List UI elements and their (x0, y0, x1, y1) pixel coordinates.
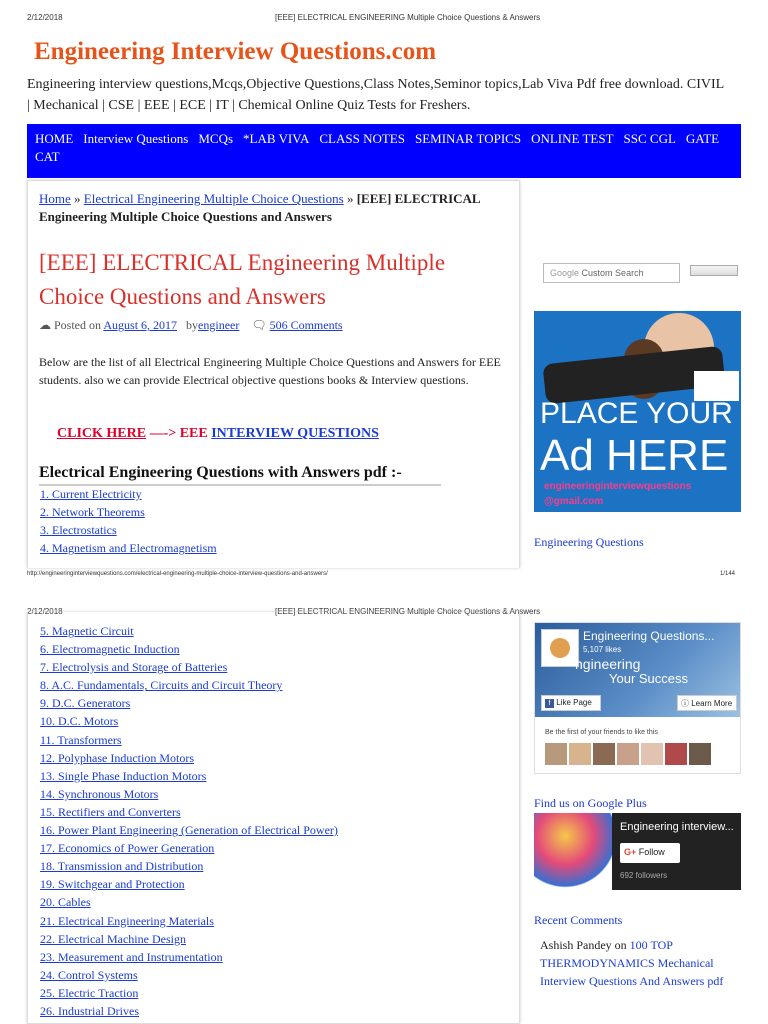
fb-banner-text2: Your Success (609, 671, 689, 686)
nav-lab-viva[interactable]: *LAB VIVA (243, 131, 310, 146)
search-button[interactable] (690, 265, 738, 276)
print-page-title: [EEE] ELECTRICAL ENGINEERING Multiple Choice Questions & Answers (275, 13, 541, 22)
fb-learn-label: Learn More (691, 699, 733, 708)
toc-item[interactable]: 8. A.C. Fundamentals, Circuits and Circuit Theory (40, 678, 283, 693)
nav-seminar-topics[interactable]: SEMINAR TOPICS (414, 131, 522, 146)
toc-item[interactable]: 7. Electrolysis and Storage of Batteries (40, 660, 228, 675)
facebook-widget (534, 622, 741, 774)
fb-page-name[interactable]: Engineering Questions... (583, 629, 715, 643)
friend-avatar[interactable] (593, 743, 615, 765)
comment-icon: 🗨 (251, 318, 267, 332)
print-date: 2/12/2018 (27, 13, 63, 22)
ad-banner[interactable] (534, 311, 741, 512)
toc-item[interactable]: 22. Electrical Machine Design (40, 931, 186, 946)
gp-follow-button[interactable] (620, 843, 680, 863)
nav-mcqs[interactable]: MCQs (198, 131, 234, 146)
friend-avatar[interactable] (689, 743, 711, 765)
ad-email1: engineeringinterviewquestions (544, 481, 692, 492)
cloud-icon: ☁ (39, 318, 51, 332)
toc-item[interactable]: 11. Transformers (40, 732, 122, 747)
breadcrumb-home[interactable]: Home (39, 191, 71, 206)
nav-cat[interactable]: CAT (35, 149, 60, 164)
search-placeholder: Custom Search (581, 268, 644, 278)
gp-name[interactable]: Engineering interview... (620, 821, 734, 833)
posted-on-label: Posted on (54, 318, 102, 332)
click-here-link[interactable]: CLICK HERE (57, 426, 147, 441)
recent-comment-item (540, 936, 740, 990)
toc-list-page1 (40, 485, 217, 557)
ad-line1: PLACE YOUR (540, 397, 733, 430)
toc-item[interactable]: 10. D.C. Motors (40, 714, 119, 729)
ad-line2: Ad HERE (540, 431, 729, 480)
print-url: http://engineeringinterviewquestions.com/electrical-engineering-multiple-choice-interview-questions-and-answers/ (27, 571, 328, 577)
comment-post-link[interactable]: 100 TOP THERMODYNAMICS Mechanical Interview Questions And Answers pdf (540, 938, 724, 988)
fb-friend-avatars (545, 743, 713, 770)
gp-followers: 692 followers (620, 871, 668, 880)
comment-author: Ashish Pandey (540, 938, 612, 952)
site-title[interactable]: Engineering Interview Questions.com (34, 38, 437, 65)
interview-questions-link[interactable]: INTERVIEW QUESTIONS (211, 426, 379, 441)
toc-item[interactable]: 5. Magnetic Circuit (40, 624, 134, 638)
friend-avatar[interactable] (641, 743, 663, 765)
toc-item[interactable]: 20. Cables (40, 895, 91, 910)
toc-item[interactable]: 21. Electrical Engineering Materials (40, 913, 214, 928)
post-author[interactable]: engineer (198, 318, 240, 332)
search-input[interactable] (543, 263, 680, 283)
cta-line (57, 426, 379, 442)
recent-comments-heading: Recent Comments (534, 913, 623, 927)
fb-like-label: Like Page (556, 698, 592, 707)
toc-item[interactable]: 6. Electromagnetic Induction (40, 642, 180, 657)
google-plus-heading: Find us on Google Plus (534, 796, 647, 810)
site-description: Engineering interview questions,Mcqs,Objective Questions,Class Notes,Seminor topics,Lab Viva Pdf free download. CIVIL | Mechanical | CSE | EEE | ECE | IT | Chemical Online Quiz Tests for Freshers. (27, 77, 724, 113)
fb-banner-text: ngineering (575, 656, 641, 672)
toc-item[interactable]: 24. Control Systems (40, 967, 138, 982)
toc-item[interactable]: 9. D.C. Generators (40, 696, 131, 711)
ad-email2: @gmail.com (544, 496, 604, 507)
fb-likes: 5,107 likes (583, 645, 622, 654)
post-date[interactable]: August 6, 2017 (103, 318, 178, 332)
toc-item[interactable]: 13. Single Phase Induction Motors (40, 768, 207, 783)
friend-avatar[interactable] (545, 743, 567, 765)
toc-item[interactable]: 25. Electric Traction (40, 985, 139, 1000)
toc-item[interactable]: 15. Rectifiers and Converters (40, 804, 181, 819)
toc-item[interactable]: 19. Switchgear and Protection (40, 877, 185, 892)
comment-on: on (614, 938, 627, 952)
nav-home[interactable]: HOME (35, 131, 74, 146)
post-intro: Below are the list of all Electrical Engineering Multiple Choice Questions and Answers for EEE students. also we can provide Electrical objective questions books & Interview questions. (39, 355, 501, 387)
breadcrumb (39, 190, 509, 226)
friend-avatar[interactable] (617, 743, 639, 765)
google-plus-widget (534, 813, 741, 890)
toc-list-page2 (40, 622, 338, 1020)
nav-class-notes[interactable]: CLASS NOTES (319, 131, 405, 146)
nav-ssc-cgl[interactable]: SSC CGL (623, 131, 676, 146)
friend-avatar[interactable] (665, 743, 687, 765)
breadcrumb-sep: » (74, 191, 81, 206)
toc-item[interactable]: 2. Network Theorems (40, 505, 145, 520)
toc-item[interactable]: 14. Synchronous Motors (40, 786, 159, 801)
fb-like-button[interactable] (541, 695, 601, 711)
info-icon: ⓘ (681, 699, 689, 708)
print-date: 2/12/2018 (27, 607, 63, 616)
friend-avatar[interactable] (569, 743, 591, 765)
fb-page-avatar (541, 629, 579, 667)
main-nav (27, 124, 741, 178)
google-plus-icon: G+ (624, 847, 637, 857)
toc-item[interactable]: 17. Economics of Power Generation (40, 841, 215, 856)
print-page-title: [EEE] ELECTRICAL ENGINEERING Multiple Choice Questions & Answers (275, 607, 541, 616)
toc-item[interactable]: 16. Power Plant Engineering (Generation of Electrical Power) (40, 823, 338, 838)
nav-gate[interactable]: GATE (685, 131, 720, 146)
print-page-num: 1/144 (720, 571, 736, 577)
cta-arrow: —-> EEE (149, 426, 208, 441)
toc-item[interactable]: 23. Measurement and Instrumentation (40, 949, 223, 964)
breadcrumb-current: [EEE] ELECTRICAL Engineering Multiple Choice Questions and Answers (39, 191, 480, 224)
fb-friends-text: Be the first of your friends to like this (545, 729, 658, 736)
gp-follow-label: Follow (638, 847, 665, 857)
fb-learn-more-button[interactable] (677, 695, 737, 711)
nav-online-test[interactable]: ONLINE TEST (531, 131, 614, 146)
gp-avatar (534, 813, 612, 890)
nav-interview-questions[interactable]: Interview Questions (83, 131, 189, 146)
google-logo: Google (550, 268, 580, 278)
breadcrumb-sep: » (346, 191, 354, 206)
by-label: by (186, 318, 199, 332)
page-break (0, 582, 768, 602)
toc-item[interactable]: 4. Magnetism and Electromagnetism (40, 541, 217, 556)
toc-item[interactable]: 18. Transmission and Distribution (40, 859, 204, 874)
toc-item[interactable]: 3. Electrostatics (40, 523, 117, 538)
toc-item[interactable]: 1. Current Electricity (40, 487, 142, 501)
post-meta (39, 318, 509, 333)
facebook-icon: f (545, 699, 554, 708)
toc-item[interactable]: 26. Industrial Drives (40, 1003, 139, 1018)
toc-item[interactable]: 12. Polyphase Induction Motors (40, 750, 194, 765)
questions-subheading: Electrical Engineering Questions with Answers pdf :- (39, 464, 441, 486)
comments-link[interactable]: 506 Comments (269, 318, 343, 332)
engineering-questions-heading[interactable]: Engineering Questions (534, 535, 644, 549)
breadcrumb-parent[interactable]: Electrical Engineering Multiple Choice Questions (83, 191, 344, 206)
post-title: [EEE] ELECTRICAL Engineering Multiple Choice Questions and Answers (39, 250, 446, 309)
